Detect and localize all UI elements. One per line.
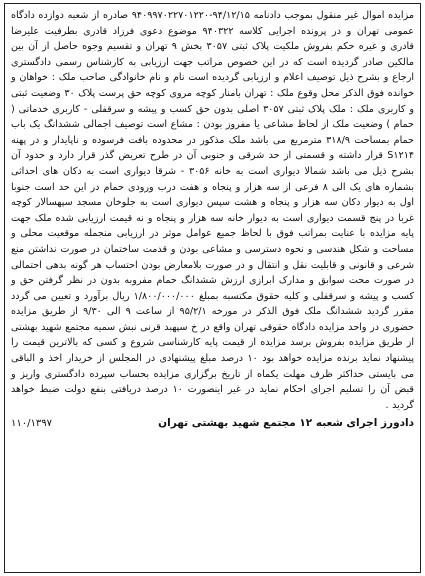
notice-body: مزایده اموال غیر منقول بموجب دادنامه ۹۴/۱۲/۱۵-۹۴۰۹۹۷۰۲۲۷۰۱۲۲۰ صادره از شعبه دوازده دادگاه عمومی تهران و در پرونده اجرایی کلاسه ۹۴۰۳۲۲ موضوع دعوی فرزاد قادری بطرفیت علیرضا قادری و غیره حکم بفروش ملکیت پلاک ثبتی ۳۰۵۷ بخش ۹ تهران و تقسیم وجوه حاصل از آن بین مالکین صادر گردیده است که در این خصوص مراتب جهت ارزیابی به کارشناس رسمی دادگستری ارجاع و بشرح ذیل توصیف اعلام و ارزیابی گردیده است نام و نام خانوادگی صاحب ملک : خواهان و خوانده فوق الذکر محل وقوع ملک : تهران بامنار کوچه مروی کوچه حق پرست پلاک ۳۰ وضعیت ثبتی و کاربری ملک : ملک پلاک ثبتی ۳۰۵۷ اصلی بدون حق کسب و پیشه و سرقفلی - کاربری خدماتی ( حمام ) وضعیت ملک از لحاظ مشاعی یا مفروز بودن : مشاع است توصیف اجمالی ششدانگ یک باب حمام بمساحت ۳۱۸/۹ مترمربع می باشد ملک مذکور در محدوده بافت فرسوده و ناپایدار و در پهنه S۱۲۱۴ قرار داشته و قسمتی از حد شرقی و جنوبی آن در طرح تعریض گذر قرار دارد و حدود آن بشرح ذیل می باشد شمالا دیواری است به خانه ۳۰۵۶ - شرقا دیواری است به دکان های احداثی بشماره های یک الی ۸ فرعی از سه هزار و پنجاه و هفت درب ورودی حمام در این حد است جنوبا اول به دیوار دکان سه هزار و پنجاه و هشت سپس دیواری است به جلوخان مسجد سپهسالار کوچه غربا در پنج قسمت دیواری است به دیوار خانه سه هزار و پنجاه و نه قیمت ارزیابی شده ملک جهت پایه مزایده با عنایت بمراتب فوق با لحاظ جمیع عوامل موثر در ارزیابی منجمله موقعیت محلی و مساحت و شکل هندسی و نحوه دسترسی و مشاعی بودن و قدمت ساختمان در صورت نداشتن منع شرعی و قانونی و قابلیت نقل و انتقال و در صورت بلامعارض بودن احتساب هر گونه بدهی احتمالی در صورت محت سوابق و مدارک ابرازی ارزش ششدانگ حمام مفروبه بدون در نظر گرفتن حق و کسب و پیشه و سرقفلی و کلیه حقوق مکتسبه بمبلغ ۱/۸۰۰/۰۰۰/۰۰۰ ریال برآورد و تعیین می گردد مقرر گردید ششدانگ ملک فوق الذکر در مورخه ۹۵/۲/۱ از ساعت ۹ الی ۹/۳۰ از طریق مزایده حضوری در واحد مزایده دادگاه حقوقی تهران واقع در خ سپهبد قرنی نبش سمیه مجتمع شهید بهشتی از طریق مزایده بفروش برسد مزایده از قیمت پایه کارشناسی شروع و کسی که بالاترین قیمت را پیشنهاد نماید برنده مزایده خواهد بود ۱۰ درصد مبلغ پیشنهادی در المجلس از خریدار اخذ و الباقی می بایستی حداکثر ظرف مهلت یکماه از تاریخ برگزاری مزایده بحساب سپرده دادگستری واریز و قبض آن را تسلیم اجرای احکام نماید در غیر اینصورت ۱۰ درصد دریافتی بنفع دولت ضبط خواهد گردید . bbox=[11, 10, 415, 411]
notice-code: ۱۱۰/۱۳۹۷ bbox=[11, 418, 52, 430]
auction-notice bbox=[4, 3, 421, 573]
issuer-signature: دادورز اجرای شعبه ۱۲ مجتمع شهید بهشتی تهران bbox=[158, 417, 414, 430]
notice-footer bbox=[11, 415, 414, 432]
